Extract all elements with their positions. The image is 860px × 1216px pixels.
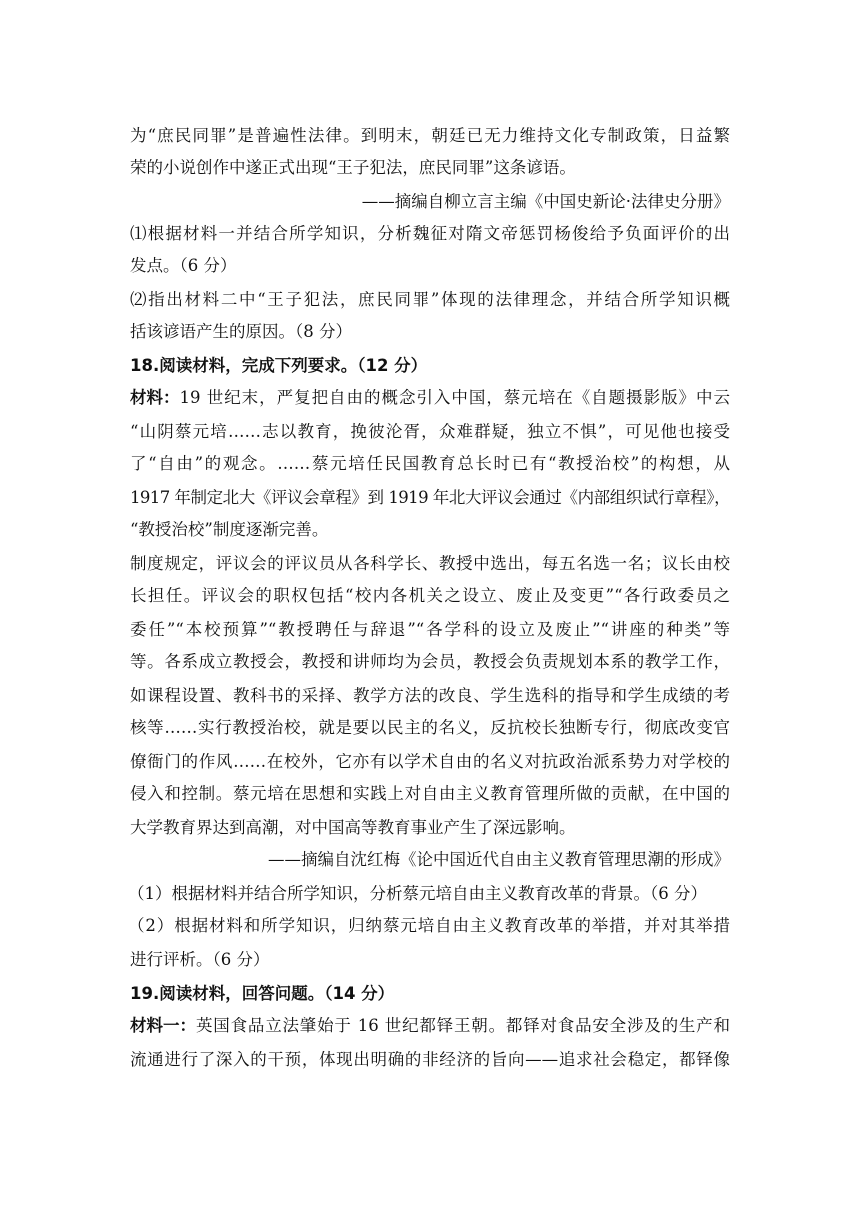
text-line: “教授治校”制度逐渐完善。 (130, 520, 329, 539)
text-span: 19 世纪末，严复把自由的概念引入中国，蔡元培在《自题摄影版》中云 (179, 388, 730, 407)
source-citation: ——摘编自柳立言主编《中国史新论·法律史分册》 (361, 192, 730, 211)
material-label: 材料： (130, 388, 180, 407)
text-line: 为“庶民同罪”是普遍性法律。到明末，朝廷已无力维持文化专制政策，日益繁 (130, 126, 730, 145)
source-citation: ——摘编自沈红梅《论中国近代自由主义教育管理思潮的形成》 (268, 850, 730, 869)
question-item: ⑵指出材料二中“王子犯法，庶民同罪”体现的法律理念，并结合所学知识概 (130, 290, 730, 309)
text-line: 了“自由”的观念。……蔡元培任民国教育总长时已有“教授治校”的构想，从 (130, 454, 730, 473)
question-heading: 19.阅读材料，回答问题。（14 分） (130, 984, 395, 1003)
question-item: （1）根据材料并结合所学知识，分析蔡元培自由主义教育改革的背景。（6 分） (128, 884, 707, 903)
text-line: 大学教育界达到高潮，对中国高等教育事业产生了深远影响。 (130, 818, 576, 837)
text-line: 等。各系成立教授会，教授和讲师均为会员，教授会负责规划本系的教学工作， (130, 652, 730, 671)
text-line: 侵入和控制。蔡元培在思想和实践上对自由主义教育管理所做的贡献，在中国的 (130, 784, 730, 803)
question-heading: 18.阅读材料，完成下列要求。（12 分） (130, 356, 428, 375)
text-line: 流通进行了深入的干预，体现出明确的非经济的旨向——追求社会稳定，都铎像 (130, 1050, 730, 1069)
text-line: 委任”“本校预算”“教授聘任与辞退”“各学科的设立及废止”“讲座的种类”等 (130, 620, 730, 639)
text-line (130, 386, 730, 410)
text-line: 制度规定，评议会的评议员从各科学长、教授中选出，每五名选一名；议长由校 (130, 554, 730, 573)
text-line: 僚衙门的作风……在校外，它亦有以学术自由的名义对抗政治派系势力对学校的 (130, 752, 730, 771)
text-line: 长担任。评议会的职权包括“校内各机关之设立、废止及变更”“各行政委员之 (130, 586, 730, 605)
text-line: 荣的小说创作中遂正式出现“王子犯法，庶民同罪”这条谚语。 (130, 158, 576, 177)
text-span: 英国食品立法肇始于 16 世纪都铎王朝。都铎对食品安全涉及的生产和 (196, 1016, 730, 1035)
question-item: （2）根据材料和所学知识，归纳蔡元培自由主义教育改革的举措，并对其举措 (128, 916, 730, 935)
text-line: 1917 年制定北大《评议会章程》到 1919 年北大评议会通过《内部组织试行章程》， (130, 488, 730, 507)
question-item: ⑴根据材料一并结合所学知识，分析魏征对隋文帝惩罚杨俊给予负面评价的出 (130, 224, 730, 243)
text-line (130, 1014, 730, 1038)
text-line: “山阴蔡元培……志以教育，挽彼沦胥，众难群疑，独立不惧”，可见他也接受 (130, 422, 730, 441)
material-label: 材料一： (130, 1016, 196, 1035)
text-line: 如课程设置、教科书的采择、教学方法的改良、学生选科的指导和学生成绩的考 (130, 686, 730, 705)
text-line: 发点。（6 分） (130, 256, 237, 275)
text-line: 进行评析。（6 分） (130, 950, 270, 969)
text-line: 核等……实行教授治校，就是要以民主的名义，反抗校长独断专行，彻底改变官 (130, 718, 730, 737)
text-line: 括该谚语产生的原因。（8 分） (130, 322, 352, 341)
